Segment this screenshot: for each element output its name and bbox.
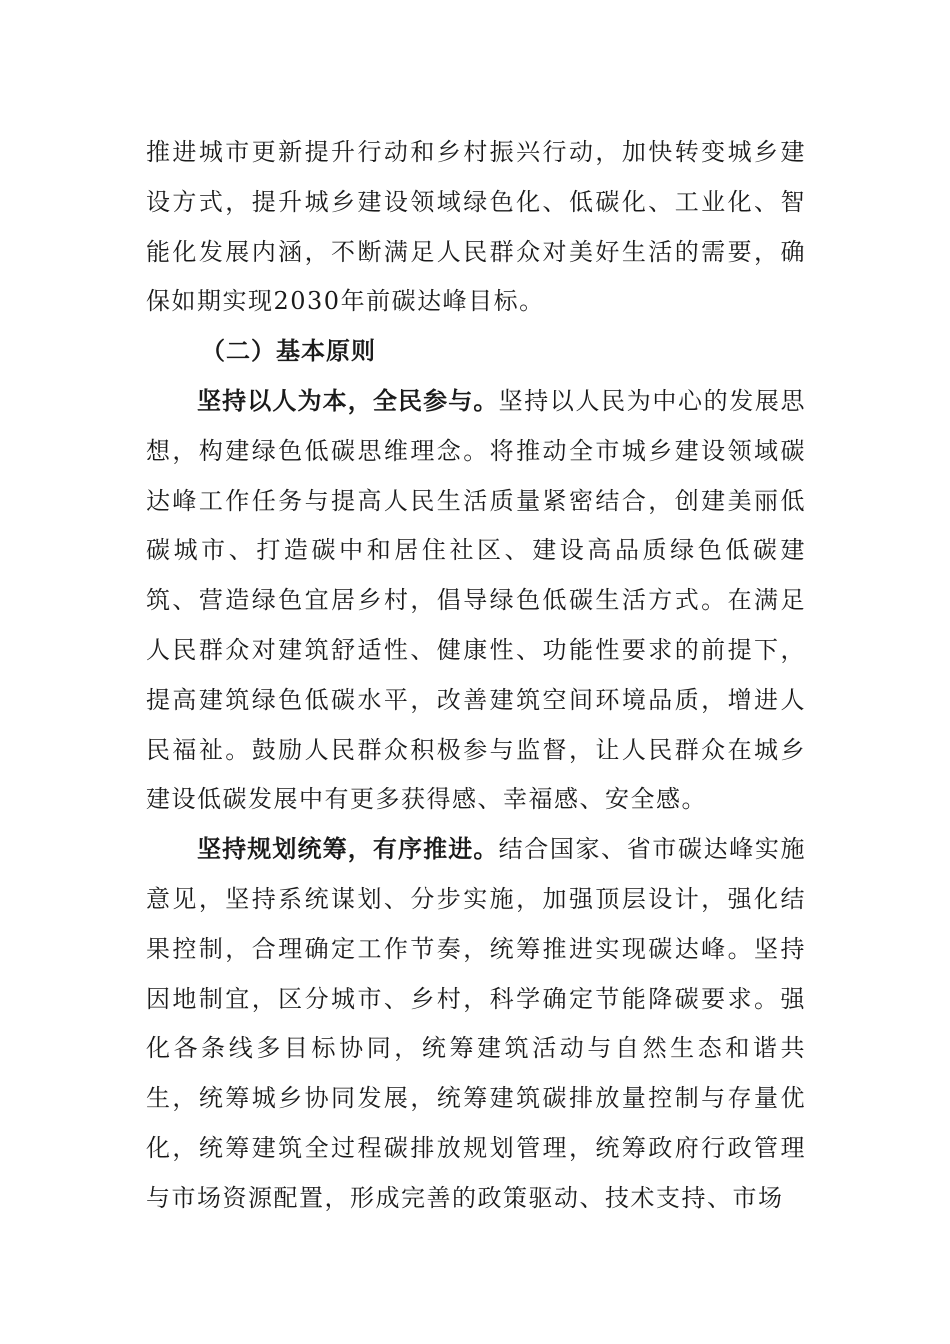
document-page bbox=[146, 128, 806, 1224]
section-heading: （二）基本原则 bbox=[201, 337, 376, 366]
intro-paragraph: 推进城市更新提升行动和乡村振兴行动，加快转变城乡建设方式，提升城乡建设领域绿色化、低碳化、工业化、智能化发展内涵，不断满足人民群众对美好生活的需要，确保如期实现2030年前碳达峰目标。 bbox=[146, 138, 806, 316]
principle-1-lead: 坚持以人为本，全民参与。 bbox=[197, 386, 499, 415]
principle-2-lead: 坚持规划统筹，有序推进。 bbox=[197, 835, 499, 864]
principle-2-paragraph bbox=[146, 825, 806, 1223]
principle-1-body: 坚持以人民为中心的发展思想，构建绿色低碳思维理念。将推动全市城乡建设领域碳达峰工作任务与提高人民生活质量紧密结合，创建美丽低碳城市、打造碳中和居住社区、建设高品质绿色低碳建筑、营造绿色宜居乡村，倡导绿色低碳生活方式。在满足人民群众对建筑舒适性、健康性、功能性要求的前提下，提高建筑绿色低碳水平，改善建筑空间环境品质，增进人民福祉。鼓励人民群众积极参与监督，让人民群众在城乡建设低碳发展中有更多获得感、幸福感、安全感。 bbox=[146, 386, 807, 814]
principle-1-paragraph bbox=[146, 377, 806, 825]
principle-2-body: 结合国家、省市碳达峰实施意见，坚持系统谋划、分步实施，加强顶层设计，强化结果控制，合理确定工作节奏，统筹推进实现碳达峰。坚持因地制宜，区分城市、乡村，科学确定节能降碳要求。强化各条线多目标协同，统筹建筑活动与自然生态和谐共生，统筹城乡协同发展，统筹建筑碳排放量控制与存量优化，统筹建筑全过程碳排放规划管理，统筹政府行政管理与市场资源配置，形成完善的政策驱动、技术支持、市场 bbox=[146, 835, 807, 1212]
